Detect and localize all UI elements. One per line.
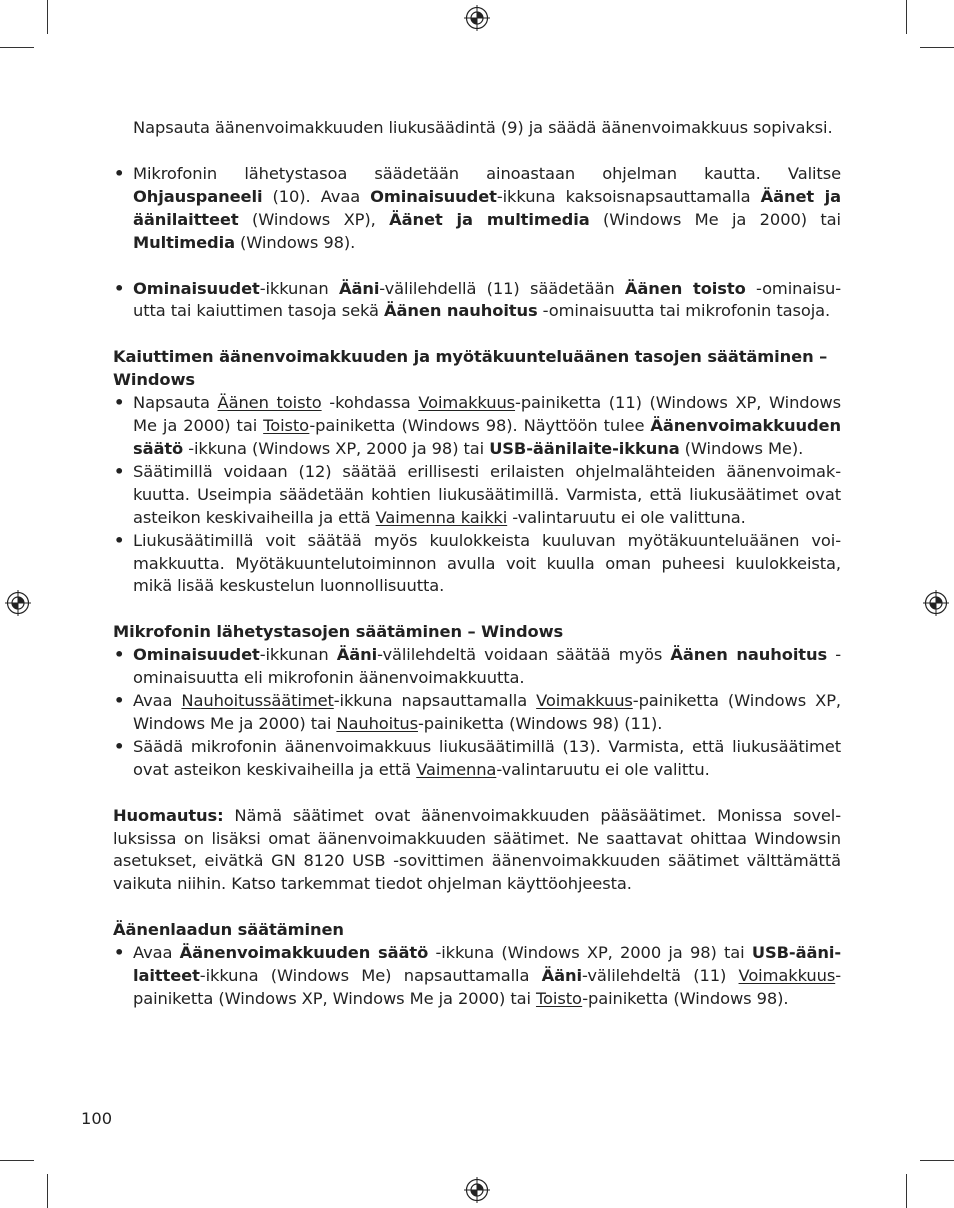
bullet-icon: • <box>114 461 125 481</box>
bullet-icon: • <box>114 943 125 963</box>
section2-bullet-list <box>113 644 841 781</box>
crop-mark-top-left-v <box>47 0 48 34</box>
list-item <box>113 392 841 461</box>
list-item <box>113 461 841 530</box>
registration-mark-icon <box>5 590 31 616</box>
list-item-text: Avaa Nauhoitussäätimet-ikkuna napsauttamalla Voimakkuus-painiketta (Windows XP, Windows Me ja 2000) tai Nauhoitus-painiketta (Windows 98) (11). <box>133 691 841 733</box>
crop-mark-bottom-right-h <box>920 1160 954 1161</box>
bullet-icon: • <box>114 278 125 298</box>
list-item <box>113 690 841 736</box>
registration-mark-icon <box>464 1177 490 1203</box>
list-item-text: Avaa Äänenvoimakkuuden säätö -ikkuna (Windows XP, 2000 ja 98) tai USB-ääni-laitteet-ikkuna (Windows Me) napsauttamalla Ääni-välilehdeltä (11) Voimakkuus-painiketta (Windows XP, Windows Me ja 2000) tai Toisto-painiketta (Windows 98). <box>133 943 841 1008</box>
bullet-icon: • <box>114 645 125 665</box>
registration-mark-icon <box>464 5 490 31</box>
top-bullet-list <box>113 163 841 255</box>
registration-mark-icon <box>923 590 949 616</box>
crop-mark-top-left-h <box>0 47 34 48</box>
section-heading-sound-quality: Äänenlaadun säätäminen <box>113 920 344 940</box>
list-item-text: Mikrofonin lähetystasoa säädetään ainoastaan ohjelman kautta. Valitse Ohjauspaneeli (10). Avaa Ominaisuudet-ikkuna kaksoisnapsauttamalla Äänet ja äänilaitteet (Windows XP), Äänet ja multimedia (Windows Me ja 2000) tai Multimedia (Windows 98). <box>133 163 841 252</box>
list-item <box>113 278 841 324</box>
list-item-text: Säätimillä voidaan (12) säätää erillisesti erilaisten ohjelmalähteiden äänenvoimak-kuutta. Useimpia säädetään kohtien liukusäätimillä. Varmista, että liukusäätimet ovat asteikon keskivaiheilla ja että Vaimenna kaikki -valintaruutu ei ole valittuna. <box>133 461 841 527</box>
crop-mark-bottom-left-v <box>47 1174 48 1208</box>
crop-mark-top-right-h <box>920 47 954 48</box>
list-item <box>113 942 841 1011</box>
top-bullet-list-2 <box>113 278 841 324</box>
section3-bullet-list <box>113 942 841 1011</box>
list-item-text: Ominaisuudet-ikkunan Ääni-välilehdellä (11) säädetään Äänen toisto -ominaisu-utta tai kaiuttimen tasoja sekä Äänen nauhoitus -ominaisuutta tai mikrofonin tasoja. <box>133 278 842 321</box>
page-content <box>113 117 841 1011</box>
bullet-icon: • <box>114 393 125 413</box>
intro-paragraph: Napsauta äänenvoimakkuuden liukusäädintä (9) ja säädä äänenvoimakkuus sopivaksi. <box>133 118 833 137</box>
page-number: 100 <box>81 1109 113 1128</box>
list-item <box>113 644 841 690</box>
section-heading-speaker-levels: Kaiuttimen äänenvoimakkuuden ja myötäkuunteluäänen tasojen säätäminen – Windows <box>113 347 828 390</box>
list-item-text: Napsauta Äänen toisto -kohdassa Voimakkuus-painiketta (11) (Windows XP, Windows Me ja 2000) tai Toisto-painiketta (Windows 98). Näyttöön tulee Äänenvoimakkuuden säätö -ikkuna (Windows XP, 2000 ja 98) tai USB-äänilaite-ikkuna (Windows Me). <box>133 393 841 458</box>
bullet-icon: • <box>114 736 125 756</box>
bullet-icon: • <box>114 163 125 183</box>
section-heading-microphone-levels: Mikrofonin lähetystasojen säätäminen – Windows <box>113 622 564 642</box>
crop-mark-bottom-left-h <box>0 1160 34 1161</box>
list-item-text: Liukusäätimillä voit säätää myös kuulokkeista kuuluvan myötäkuunteluäänen voi-makkuutta. Myötäkuuntelutoiminnon avulla voit kuulla oman puheesi kuulokkeista, mikä lisää keskustelun luonnollisuutta. <box>133 530 841 596</box>
list-item <box>113 530 841 599</box>
crop-mark-top-right-v <box>906 0 907 34</box>
list-item-text: Ominaisuudet-ikkunan Ääni-välilehdeltä voidaan säätää myös Äänen nauhoitus -ominaisuutta eli mikrofonin äänenvoimakkuutta. <box>133 645 841 688</box>
list-item <box>113 736 841 782</box>
note-paragraph: Huomautus: Nämä säätimet ovat äänenvoimakkuuden pääsäätimet. Monissa sovel-luksissa on lisäksi omat äänenvoimakkuuden säätimet. Ne saattavat ohittaa Windowsin asetukset, eivätkä GN 8120 USB -sovittimen äänenvoimakkuuden säätimet välttämättä vaikuta niihin. Katso tarkemmat tiedot ohjelman käyttöohjeesta. <box>113 805 841 894</box>
section1-bullet-list <box>113 392 841 598</box>
list-item <box>113 163 841 255</box>
crop-mark-bottom-right-v <box>906 1174 907 1208</box>
list-item-text: Säädä mikrofonin äänenvoimakkuus liukusäätimillä (13). Varmista, että liukusäätimet ovat asteikon keskivaiheilla ja että Vaimenna-valintaruutu ei ole valittu. <box>133 736 841 779</box>
bullet-icon: • <box>114 530 125 550</box>
bullet-icon: • <box>114 691 125 711</box>
